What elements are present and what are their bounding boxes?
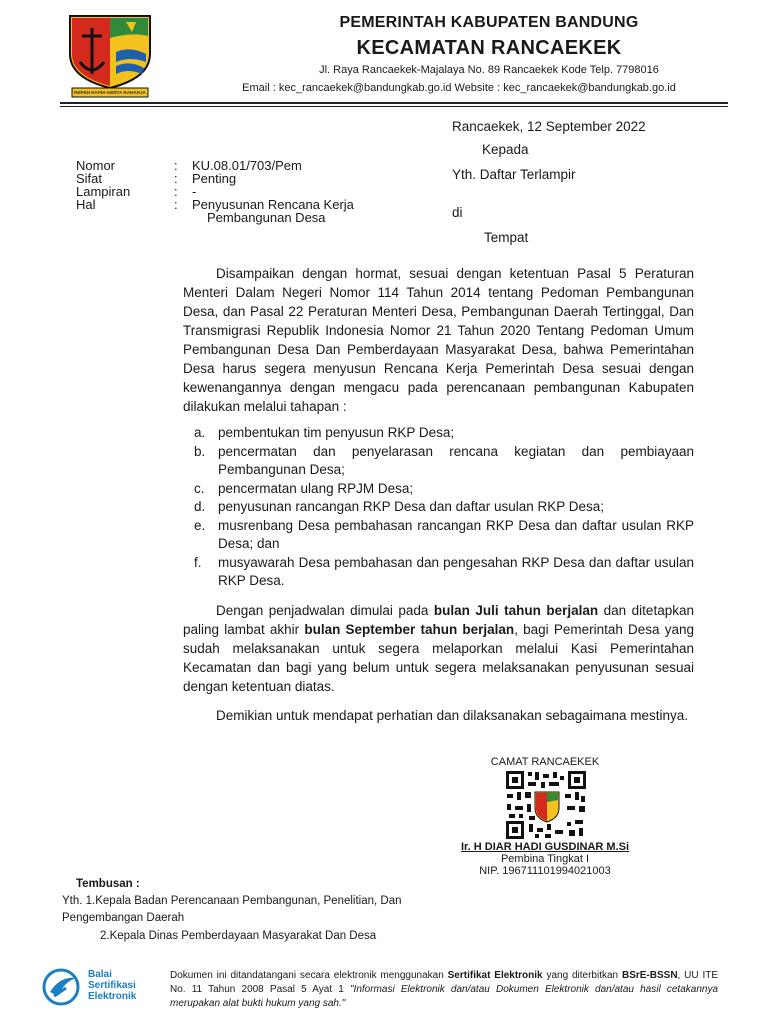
list-marker: d. bbox=[194, 499, 206, 514]
government-name: PEMERINTAH KABUPATEN BANDUNG bbox=[339, 14, 639, 31]
office-contact: Email : kec_rancaekek@bandungkab.go.id Website : kec_rancaekek@bandungkab.go.id bbox=[242, 82, 676, 94]
disclaimer-text-2: yang diterbitkan bbox=[542, 970, 622, 981]
disclaimer-text-1: Dokumen ini ditandatangani secara elektronik menggunakan bbox=[170, 970, 448, 981]
paragraph-3-text: Demikian untuk mendapat perhatian dan dilaksanakan sebagaimana mestinya. bbox=[216, 708, 689, 723]
meta-value: - bbox=[192, 184, 197, 199]
body-paragraph-1 bbox=[183, 264, 694, 416]
list-item bbox=[194, 498, 694, 517]
list-text: pencermatan dan penyelarasan rencana kegiatan dan pembiayaan Pembangunan Desa; bbox=[218, 443, 694, 477]
list-marker: f. bbox=[194, 554, 202, 570]
list-text: musyawarah Desa pembahasan dan pengesahan RKP Desa dan daftar usulan RKP Desa. bbox=[218, 554, 694, 588]
office-address: Jl. Raya Rancaekek-Majalaya No. 89 Rancaekek Kode Telp. 7798016 bbox=[319, 64, 659, 76]
coat-of-arms-icon bbox=[66, 12, 154, 98]
list-marker: e. bbox=[194, 517, 206, 533]
bsre-logo-line-3: Elektronik bbox=[88, 991, 137, 1002]
list-item bbox=[194, 424, 694, 443]
list-item bbox=[194, 480, 694, 499]
logo-motto: REPEH RAPIH KERTA RAHARJA bbox=[74, 90, 146, 95]
recipient-di: di bbox=[452, 205, 463, 220]
paragraph-2-bold-2: bulan September tahun berjalan bbox=[304, 622, 515, 637]
meta-value-cont: Pembangunan Desa bbox=[207, 210, 326, 225]
meta-value: KU.08.01/703/Pem bbox=[192, 158, 302, 173]
list-marker: b. bbox=[194, 443, 206, 459]
meta-colon: : bbox=[174, 158, 178, 173]
list-marker: a. bbox=[194, 425, 206, 440]
letter-meta bbox=[76, 159, 354, 224]
list-item bbox=[194, 443, 694, 480]
tembusan-line-1: Yth. 1.Kepala Badan Perencanaan Pembangunan, Penelitian, Dan bbox=[62, 895, 402, 907]
list-marker: c. bbox=[194, 480, 205, 496]
body-paragraph-2 bbox=[183, 601, 694, 696]
letterhead-rule-thick bbox=[60, 102, 728, 104]
recipient-place: Tempat bbox=[484, 230, 529, 245]
tembusan-line-1b: Pengembangan Daerah bbox=[62, 912, 185, 924]
disclaimer-bold-2: BSrE-BSSN bbox=[621, 970, 678, 981]
bsre-logo-line-1: Balai bbox=[88, 969, 112, 980]
meta-colon: : bbox=[174, 184, 178, 199]
letterhead-rule-thin bbox=[60, 106, 728, 107]
qr-code-icon bbox=[505, 770, 587, 840]
list-text: penyusunan rancangan RKP Desa dan daftar usulan RKP Desa; bbox=[218, 499, 605, 514]
tembusan-line-2: 2.Kepala Dinas Pemberdayaan Masyarakat Dan Desa bbox=[100, 930, 377, 942]
paragraph-2-text-a: Dengan penjadwalan dimulai pada bbox=[216, 603, 429, 618]
disclaimer-quote: "Informasi Elektronik dan/atau Dokumen Elektronik dan/atau hasil cetakannya merupakan alat bukti hukum yang sah." bbox=[170, 984, 719, 1009]
meta-label: Hal bbox=[76, 197, 96, 212]
recipient-kepada: Kepada bbox=[482, 142, 529, 157]
paragraph-2-bold-1: bulan Juli tahun berjalan bbox=[433, 603, 599, 618]
disclaimer-bold-1: Sertifikat Elektronik bbox=[447, 970, 543, 981]
list-item bbox=[194, 554, 694, 591]
tembusan-heading: Tembusan : bbox=[76, 878, 140, 890]
list-item bbox=[194, 517, 694, 554]
signatory-rank: Pembina Tingkat I bbox=[500, 853, 590, 865]
meta-row-hal-cont bbox=[76, 211, 354, 224]
meta-label: Sifat bbox=[76, 171, 103, 186]
coat-of-arms-logo bbox=[66, 12, 154, 98]
list-text: pembentukan tim penyusun RKP Desa; bbox=[218, 425, 455, 440]
disclaimer-text-3: , UU ITE No. 11 Tahun 2008 Pasal 5 Ayat 1 bbox=[170, 970, 718, 995]
stages-list bbox=[194, 424, 694, 591]
signatory-nip: NIP. 196711101994021003 bbox=[479, 865, 611, 877]
bsre-logo-line-2: Sertifikasi bbox=[88, 980, 136, 991]
recipient-name: Yth. Daftar Terlampir bbox=[452, 167, 576, 182]
list-text: musrenbang Desa pembahasan rancangan RKP Desa dan daftar usulan RKP Desa; dan bbox=[218, 517, 694, 551]
meta-value: Penting bbox=[192, 171, 237, 186]
paragraph-2-text-c: dan ditetapkan paling lambat akhir bbox=[183, 603, 694, 637]
body-paragraph-3 bbox=[183, 706, 694, 725]
esign-disclaimer bbox=[170, 969, 718, 1011]
list-text: pencermatan ulang RPJM Desa; bbox=[218, 480, 414, 496]
paragraph-2-text-d: , bagi Pemerintah Desa yang sudah melaksanakan untuk segera melaporkan melalui Kasi Pemerintahan Kecamatan dan bagi yang belum untuk segera melaksanakan penyusunan sesuai dengan ketentuan diatas. bbox=[183, 622, 694, 694]
meta-label: Lampiran bbox=[76, 184, 131, 199]
meta-value: Penyusunan Rencana Kerja bbox=[192, 197, 354, 212]
signature-title: CAMAT RANCAEKEK bbox=[490, 756, 600, 768]
signatory-name: Ir. H DIAR HADI GUSDINAR M.Si bbox=[460, 841, 630, 853]
meta-label: Nomor bbox=[76, 158, 116, 173]
bsre-emblem-icon bbox=[40, 966, 84, 1008]
meta-colon: : bbox=[174, 197, 178, 212]
letter-date: Rancaekek, 12 September 2022 bbox=[452, 119, 646, 134]
office-name: KECAMATAN RANCAEKEK bbox=[356, 37, 622, 59]
bsre-logo bbox=[40, 966, 160, 1008]
meta-colon: : bbox=[174, 171, 178, 186]
paragraph-1-text: Disampaikan dengan hormat, sesuai dengan ketentuan Pasal 5 Peraturan Menteri Dalam Negeri Nomor 114 Tahun 2014 tentang Pedoman Pembangunan Desa, dan Pasal 22 Peraturan Menteri Desa, Pembangunan Daerah Tertinggal, Dan Transmigrasi Republik Indonesia Nomor 21 Tahun 2020 Tentang Pedoman Umum Pembangunan Desa Dan Pemberdayaan Masyarakat Desa, bahwa Pemerintahan Desa harus segera menyusun Rencana Kerja Pemerintah Desa sesuai dengan kewenangannya dengan mengacu pada perencanaan pembangunan Kabupaten dilakukan melalui tahapan : bbox=[183, 266, 694, 414]
